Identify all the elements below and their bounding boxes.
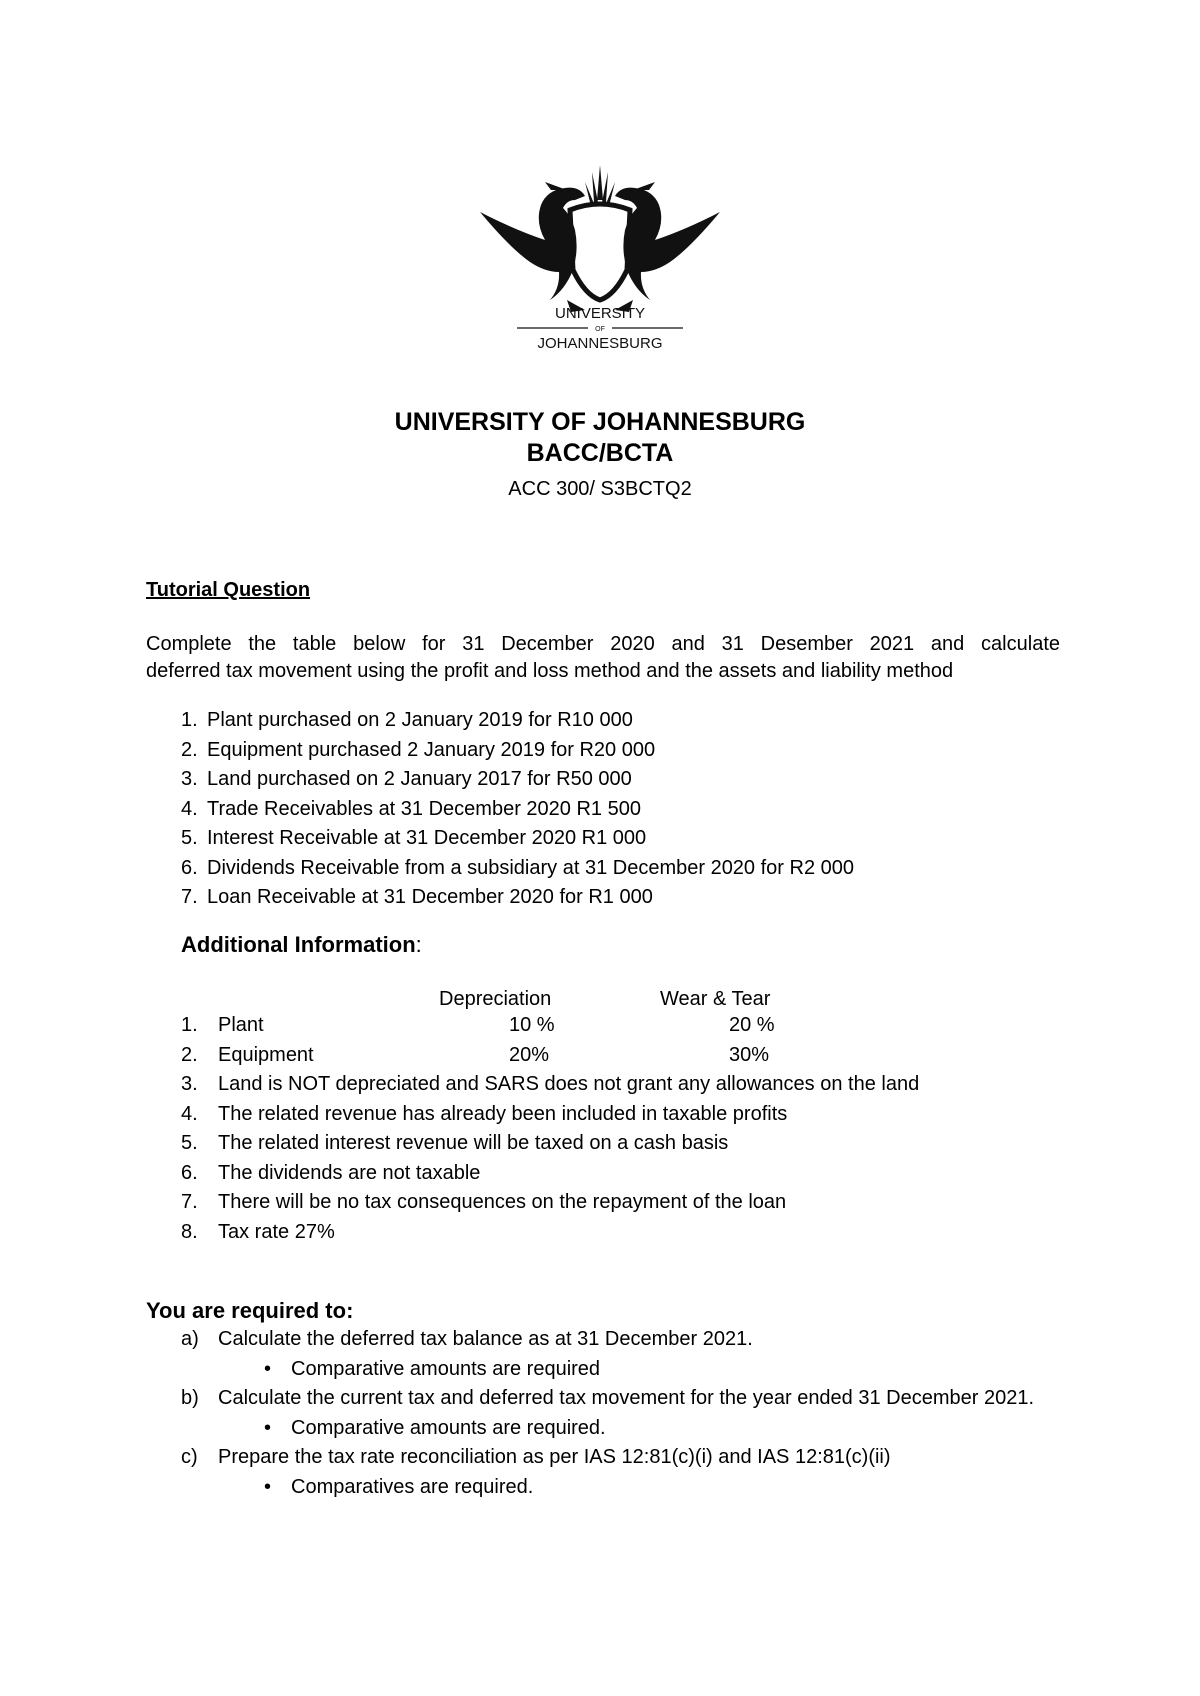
rate-row-plant: 1. Plant 10 % 20 % [181, 1011, 1061, 1041]
university-logo [475, 160, 725, 365]
tutorial-intro [146, 631, 1060, 685]
wear-tear-column-header: Wear & Tear [660, 988, 771, 1010]
plant-wear-tear-rate: 20 % [729, 1014, 775, 1036]
intro-line-1: Complete the table below for 31 December 2020 and 31 Desember 2021 and calculate [146, 633, 1060, 655]
rate-row-equipment: 2. Equipment 20% 30% [181, 1041, 1061, 1071]
tutorial-heading: Tutorial Question [146, 579, 311, 601]
list-item: 2. Equipment purchased 2 January 2019 for R20 000 [181, 738, 656, 761]
document-header [0, 407, 1200, 504]
plant-depreciation-rate: 10 % [509, 1014, 555, 1036]
list-item: 3. Land purchased on 2 January 2017 for R50 000 [181, 768, 632, 790]
list-item: 5. Interest Receivable at 31 December 2020 R1 000 [181, 827, 647, 849]
list-item: 7. There will be no tax consequences on the repayment of the loan [181, 1191, 787, 1213]
logo-emblem-icon [475, 160, 725, 365]
bullet-item: • Comparatives are required. [264, 1475, 534, 1498]
list-item: 6. The dividends are not taxable [181, 1161, 481, 1184]
list-item: 3. Land is NOT depreciated and SARS does not grant any allowances on the land [181, 1073, 920, 1095]
program-title: BACC/BCTA [526, 439, 674, 467]
university-title: UNIVERSITY OF JOHANNESBURG [394, 408, 806, 436]
course-code: ACC 300/ S3BCTQ2 [508, 478, 692, 500]
requirement-b: b) Calculate the current tax and deferred tax movement for the year ended 31 December 2021. • Comparative amounts are required. [181, 1384, 1061, 1443]
logo-text-university: UNIVERSITY [554, 305, 646, 322]
requirement-c: c) Prepare the tax rate reconciliation as per IAS 12:81(c)(i) and IAS 12:81(c)(ii) • Comparatives are required. [181, 1443, 1061, 1502]
logo-text-of: OF [595, 326, 605, 333]
list-item: 8. Tax rate 27% [181, 1220, 335, 1243]
additional-info-heading: Additional Information: [181, 932, 422, 957]
bullet-item: • Comparative amounts are required [264, 1357, 601, 1380]
asset-list [181, 706, 854, 913]
list-item: 1. Plant purchased on 2 January 2019 for R10 000 [181, 709, 633, 731]
requirement-a: a) Calculate the deferred tax balance as at 31 December 2021. • Comparative amounts are required [181, 1325, 1061, 1384]
requirements-list [181, 1325, 1061, 1502]
list-item: 4. Trade Receivables at 31 December 2020 R1 500 [181, 797, 641, 820]
logo-text-johannesburg: JOHANNESBURG [537, 335, 663, 352]
list-item: 5. The related interest revenue will be taxed on a cash basis [181, 1132, 729, 1154]
bullet-item: • Comparative amounts are required. [264, 1416, 606, 1439]
equipment-wear-tear-rate: 30% [729, 1043, 770, 1066]
list-item: 6. Dividends Receivable from a subsidiary at 31 December 2020 for R2 000 [181, 856, 855, 879]
requirements-heading: You are required to: [146, 1298, 354, 1323]
equipment-depreciation-rate: 20% [509, 1043, 550, 1066]
list-item: 7. Loan Receivable at 31 December 2020 for R1 000 [181, 886, 653, 908]
list-item: 4. The related revenue has already been included in taxable profits [181, 1102, 788, 1125]
additional-info-list [181, 1011, 1061, 1247]
depreciation-column-header: Depreciation [439, 988, 552, 1010]
intro-line-2: deferred tax movement using the profit and loss method and the assets and liability method [146, 660, 954, 682]
